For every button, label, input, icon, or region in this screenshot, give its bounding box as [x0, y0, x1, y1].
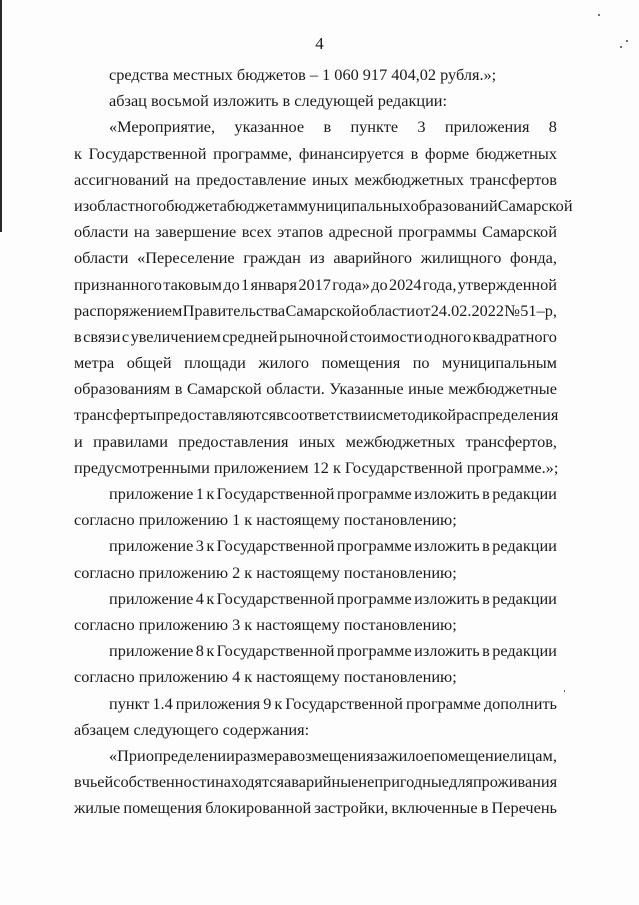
- text-line: ассигнований на предоставление иных межбюджетных трансфертов: [74, 169, 557, 189]
- text-line: в связи с увеличением средней рыночной стоимости одного квадратного: [74, 326, 557, 346]
- text-line: приложение 3 к Государственной программе изложить в редакции: [109, 536, 557, 556]
- text-line: согласно приложению 1 к настоящему постановлению;: [74, 510, 457, 530]
- text-line: области на завершение всех этапов адресной программы Самарской: [74, 222, 557, 242]
- text-line: абзацем следующего содержания:: [74, 719, 310, 739]
- text-line: согласно приложению 3 к настоящему постановлению;: [74, 614, 457, 634]
- text-line: в чьей собственности находятся аварийные непригодные для проживания: [74, 772, 558, 792]
- text-line: жилые помещения блокированной застройки, включенные в Перечень: [74, 798, 557, 818]
- text-line: к Государственной программе, финансируется в форме бюджетных: [74, 143, 557, 163]
- text-line: «Мероприятие, указанное в пункте 3 приложения 8: [109, 117, 557, 137]
- text-line: предусмотренными приложением 12 к Государственной программе.»;: [74, 457, 559, 477]
- text-line: метра общей площади жилого помещения по муниципальным: [74, 353, 557, 373]
- text-line: из областного бюджета бюджетам муниципальных образований Самарской: [74, 195, 573, 215]
- text-line: приложение 8 к Государственной программе изложить в редакции: [109, 641, 557, 661]
- text-line: и правилами предоставления иных межбюджетных трансфертов,: [74, 431, 557, 451]
- scan-speck: [564, 690, 565, 692]
- text-line: абзац восьмой изложить в следующей редакции:: [109, 91, 448, 111]
- text-line: средства местных бюджетов – 1 060 917 404,02 рубля.»;: [109, 65, 497, 84]
- text-line: распоряжением Правительства Самарской области от 24.02.2022 № 51–р,: [74, 300, 557, 320]
- scan-speck: [598, 14, 600, 16]
- text-line: «При определении размера возмещения за жилое помещение лицам,: [109, 745, 557, 765]
- text-line: согласно приложению 2 к настоящему постановлению;: [74, 562, 457, 582]
- text-line: трансферты предоставляются в соответствии с методикой распределения: [74, 405, 559, 425]
- text-line: согласно приложению 4 к настоящему постановлению;: [74, 667, 457, 687]
- text-line: области «Переселение граждан из аварийного жилищного фонда,: [74, 248, 557, 268]
- text-line: образованиям в Самарской области. Указанные иные межбюджетные: [74, 379, 557, 399]
- text-line: приложение 4 к Государственной программе изложить в редакции: [109, 588, 557, 608]
- document-body: [74, 62, 573, 821]
- text-line: приложение 1 к Государственной программе изложить в редакции: [109, 484, 557, 503]
- page-number: 4: [315, 34, 324, 53]
- text-line: признанного таковым до 1 января 2017 года» до 2024 года, утвержденной: [74, 274, 557, 294]
- text-line: пункт 1.4 приложения 9 к Государственной программе дополнить: [109, 693, 557, 713]
